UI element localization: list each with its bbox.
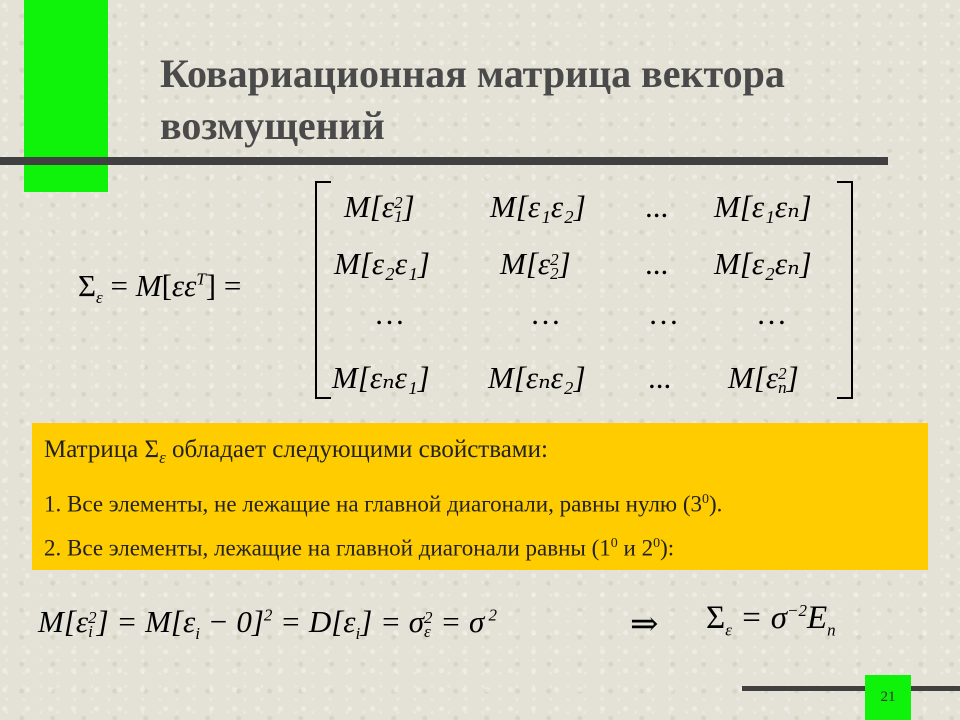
- page-number: 21: [880, 689, 896, 705]
- matrix-cell-r1c3: ...: [645, 189, 669, 224]
- open-bracket: [: [161, 268, 172, 303]
- transpose-sup: T: [196, 269, 206, 289]
- property-1: 1. Все элементы, не лежащие на главной диагонали, равны нулю $(3^0)$.: [44, 491, 723, 517]
- property-2: 2. Все элементы, лежащие на главной диагонали равны ($1^0$ и $2^0$):: [44, 535, 675, 561]
- sigma-symbol: Σ: [78, 268, 97, 303]
- equals-1: =: [102, 268, 136, 303]
- covariance-definition: [78, 268, 241, 308]
- matrix-cell-r2c4: M[ε₂εₙ]: [714, 246, 812, 281]
- epsilon-pair: εε: [171, 268, 197, 303]
- implies-arrow-icon: ⇒: [630, 606, 659, 643]
- matrix-cell-r4c1: M[εₙε₁]: [332, 360, 430, 395]
- properties-intro: Матрица $\Sigma_\varepsilon$ обладает следующими свойствами:: [44, 436, 548, 467]
- properties-box: [32, 423, 928, 570]
- matrix-cell-r2c1: M[ε₂ε₁]: [334, 246, 430, 281]
- matrix-cell-r1c4: M[ε₁εₙ]: [714, 189, 812, 224]
- matrix-cell-r4c2: M[εₙε₂]: [488, 360, 586, 395]
- matrix-cell-r2c2: M[ε 2 2 ]: [500, 246, 571, 283]
- result-formula: $\Sigma_\varepsilon = \sigma^{-2}E_n$: [706, 600, 836, 640]
- slide-title: Ковариационная матрица вектора возмущений: [160, 51, 785, 148]
- matrix-cell-r1c2: M[ε₁ε₂]: [490, 189, 586, 224]
- matrix-left-bracket: [315, 181, 331, 399]
- matrix-cell-r2c3: ...: [645, 246, 669, 281]
- close-bracket: ]: [205, 268, 217, 303]
- matrix-cell-r1c1: M[ε 2 1 ]: [344, 189, 415, 226]
- matrix-cell-r4c4: M[ε 2 n ]: [728, 360, 799, 397]
- equals-2: =: [216, 268, 242, 303]
- title-divider: [0, 157, 888, 165]
- sigma-subscript: ε: [96, 288, 103, 308]
- matrix-cell-r3c4: …: [756, 296, 787, 331]
- diagonal-variance-formula: M[ε 2 i ] = $M[\varepsilon_i - 0]^2 = D[\varepsilon_i] = \sigma$ 2 ε = σ $^2$: [38, 604, 497, 644]
- matrix-cell-r4c3: ...: [648, 360, 672, 395]
- matrix-cell-r3c1: …: [374, 296, 405, 331]
- matrix-cell-r3c3: …: [648, 296, 679, 331]
- matrix-cell-r3c2: …: [530, 296, 561, 331]
- matrix-right-bracket: [837, 181, 853, 399]
- m-operator: M: [135, 268, 162, 303]
- footer-divider: [742, 686, 960, 691]
